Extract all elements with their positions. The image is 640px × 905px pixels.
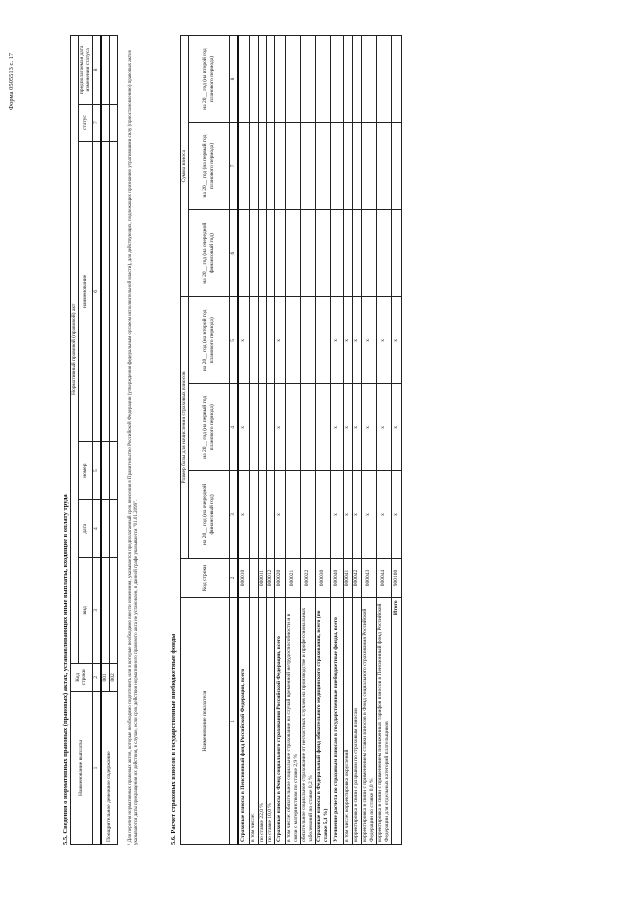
- group-sum: Сумма взноса: [181, 36, 189, 297]
- value-cell[interactable]: [376, 123, 391, 210]
- value-cell[interactable]: [300, 297, 315, 384]
- cross-cell: х: [361, 297, 376, 384]
- value-cell[interactable]: [258, 384, 266, 471]
- table-row: [300, 36, 315, 845]
- value-cell[interactable]: [391, 36, 401, 123]
- value-cell[interactable]: [315, 36, 330, 123]
- value-cell[interactable]: [376, 36, 391, 123]
- value-cell[interactable]: [285, 210, 300, 297]
- col-date: дата: [78, 500, 92, 558]
- num-7: 7: [92, 104, 101, 141]
- row-label: корректировка в связи с применением ставки взносов в Фонд социального страхования Российской Федерации по ставке 0,0 %: [361, 598, 376, 845]
- cell[interactable]: [109, 36, 117, 105]
- col-sum-second: на 20__ год (на второй год планового периода): [188, 36, 229, 123]
- value-cell[interactable]: [258, 471, 266, 558]
- group-legal-act: Нормативный правовой (правовой) акт: [71, 36, 79, 664]
- table-row: [352, 36, 361, 845]
- row-label: Поощрительное денежное содержание: [101, 692, 118, 845]
- num-8: 8: [92, 36, 101, 105]
- cross-cell: х: [238, 297, 250, 384]
- value-cell[interactable]: [300, 123, 315, 210]
- row-label: в том числе: корректировка округлений: [343, 598, 352, 845]
- cross-cell: х: [343, 384, 352, 471]
- table-row: [249, 36, 258, 845]
- cross-cell: х: [391, 297, 401, 384]
- cross-cell: х: [343, 297, 352, 384]
- row-label: обязательное социальное страхование от несчастных случаев на производстве и профессиональных заболеваний по ставке 0,2 %: [300, 598, 315, 845]
- col-number: номер: [78, 442, 92, 500]
- num-4: 4: [229, 384, 238, 471]
- cell[interactable]: [101, 558, 110, 663]
- value-cell[interactable]: [330, 210, 343, 297]
- col-indicator: Наименование показателя: [181, 598, 230, 845]
- cross-cell: х: [238, 471, 250, 558]
- row-label: в том числе: обязательное социальное страхование на случай временной нетрудоспособности и в связи с материнством по ставке 2,9 %: [285, 598, 300, 845]
- value-cell[interactable]: [361, 36, 376, 123]
- cross-cell: х: [376, 297, 391, 384]
- num-5: 5: [229, 297, 238, 384]
- line-code: 001: [101, 663, 110, 691]
- value-cell[interactable]: [315, 123, 330, 210]
- table-row: [376, 36, 391, 845]
- col-line-code: Код строки: [71, 663, 93, 691]
- value-cell[interactable]: [258, 36, 266, 123]
- row-label: корректировка в связи с разрывом по страховым взносам: [352, 598, 361, 845]
- cell[interactable]: [101, 442, 110, 500]
- num-2: 2: [229, 558, 238, 598]
- table-row: [285, 36, 300, 845]
- col-payment-name: Наименование выплаты: [71, 692, 93, 845]
- cross-cell: х: [330, 384, 343, 471]
- cross-cell: х: [361, 471, 376, 558]
- line-code: 000041: [343, 558, 352, 598]
- cross-cell: х: [343, 471, 352, 558]
- num-3: 3: [229, 471, 238, 558]
- num-2: 2: [92, 663, 101, 691]
- value-cell[interactable]: [238, 36, 250, 123]
- value-cell[interactable]: [249, 384, 258, 471]
- row-label: Страховые взносы в Пенсионный фонд Российской Федерации, всего: [238, 598, 250, 845]
- line-code: 000011: [258, 558, 266, 598]
- col-status: статус: [78, 104, 92, 141]
- cell[interactable]: [101, 36, 110, 105]
- line-code: 000043: [361, 558, 376, 598]
- cross-cell: х: [391, 384, 401, 471]
- table-row: [274, 36, 285, 845]
- table-row: [238, 36, 250, 845]
- num-1: 1: [92, 692, 101, 845]
- value-cell[interactable]: [249, 471, 258, 558]
- value-cell[interactable]: [285, 123, 300, 210]
- row-label: по ставке 10,0 %: [266, 598, 274, 845]
- value-cell[interactable]: [249, 210, 258, 297]
- cross-cell: х: [238, 384, 250, 471]
- cross-cell: х: [376, 471, 391, 558]
- value-cell[interactable]: [274, 210, 285, 297]
- line-code: 000040: [330, 558, 343, 598]
- table-row: [361, 36, 376, 845]
- group-base: Размер базы для начисления страховых взносов: [181, 297, 189, 558]
- line-code: [249, 558, 258, 598]
- row-label: в том числе:: [249, 598, 258, 845]
- cross-cell: х: [361, 384, 376, 471]
- line-code: 000021: [285, 558, 300, 598]
- value-cell[interactable]: [361, 123, 376, 210]
- line-code: 000010: [238, 558, 250, 598]
- value-cell[interactable]: [361, 210, 376, 297]
- cell[interactable]: [109, 500, 117, 558]
- row-label: Страховые взносы в Федеральный фонд обязательного медицинского страхования, всего (по ставке 5,1 %): [315, 598, 330, 845]
- cell[interactable]: [109, 104, 117, 141]
- value-cell[interactable]: [285, 384, 300, 471]
- value-cell[interactable]: [249, 36, 258, 123]
- cell[interactable]: [101, 141, 110, 442]
- num-3: 3: [92, 558, 101, 663]
- value-cell[interactable]: [266, 36, 274, 123]
- value-cell[interactable]: [300, 471, 315, 558]
- col-kind: вид: [78, 558, 92, 663]
- table-row: [258, 36, 266, 845]
- col-base-current: на 20__ год (на очередной финансовый год): [188, 471, 229, 558]
- value-cell[interactable]: [352, 36, 361, 123]
- row-label: Итого: [391, 598, 401, 845]
- cross-cell: х: [352, 471, 361, 558]
- value-cell[interactable]: [300, 384, 315, 471]
- col-base-second: на 20__ год (на второй год планового периода): [188, 297, 229, 384]
- line-code: 000030: [315, 558, 330, 598]
- col-sum-current: на 20__ год (на очередной финансовый год): [188, 210, 229, 297]
- num-7: 7: [229, 123, 238, 210]
- value-cell[interactable]: [343, 123, 352, 210]
- num-8: 8: [229, 36, 238, 123]
- section-5-6-title: 5.6. Расчет страховых взносов в государственные внебюджетные фонды: [170, 633, 177, 845]
- line-code: 000012: [266, 558, 274, 598]
- section-5-5-title: 5.5. Сведения о нормативных правовых (правовых) актах, устанавливающих иные выплаты, входящие в оплату труда: [62, 494, 69, 845]
- num-1: 1: [229, 598, 238, 845]
- num-6: 6: [92, 141, 101, 442]
- row-label: Уточнение расчета по страховым взносам в государственные внебюджетные фонды, всего: [330, 598, 343, 845]
- value-cell[interactable]: [391, 210, 401, 297]
- value-cell[interactable]: [266, 210, 274, 297]
- cross-cell: х: [274, 471, 285, 558]
- num-6: 6: [229, 210, 238, 297]
- value-cell[interactable]: [274, 123, 285, 210]
- cell[interactable]: [109, 442, 117, 500]
- form-reference: Форма 0505513 с. 17: [8, 52, 15, 110]
- row-label: Страховые взносы в Фонд социального страхования Российской Федерации, всего: [274, 598, 285, 845]
- cross-cell: х: [376, 384, 391, 471]
- value-cell[interactable]: [343, 210, 352, 297]
- table-row: [266, 36, 274, 845]
- value-cell[interactable]: [315, 384, 330, 471]
- value-cell[interactable]: [300, 210, 315, 297]
- cross-cell: х: [352, 384, 361, 471]
- cross-cell: х: [352, 297, 361, 384]
- value-cell[interactable]: [352, 210, 361, 297]
- col-line-code: Код строки: [181, 558, 230, 598]
- value-cell[interactable]: [330, 36, 343, 123]
- value-cell[interactable]: [249, 123, 258, 210]
- line-code: 000022: [300, 558, 315, 598]
- value-cell[interactable]: [266, 471, 274, 558]
- cross-cell: х: [330, 297, 343, 384]
- value-cell[interactable]: [376, 210, 391, 297]
- line-code: 000042: [352, 558, 361, 598]
- section-5-5-table: [70, 35, 118, 845]
- section-5-6-table: [180, 35, 402, 845]
- line-code: 000044: [376, 558, 391, 598]
- value-cell[interactable]: [300, 36, 315, 123]
- col-expiry-date: предполагаемая дата изменения статуса: [78, 36, 92, 105]
- value-cell[interactable]: [249, 297, 258, 384]
- table-row: [315, 36, 330, 845]
- value-cell[interactable]: [258, 123, 266, 210]
- value-cell[interactable]: [285, 297, 300, 384]
- value-cell[interactable]: [258, 210, 266, 297]
- value-cell[interactable]: [266, 384, 274, 471]
- value-cell[interactable]: [343, 36, 352, 123]
- cross-cell: х: [391, 471, 401, 558]
- table-row: [330, 36, 343, 845]
- cross-cell: х: [274, 384, 285, 471]
- row-label: по ставке 22,0 %: [258, 598, 266, 845]
- value-cell[interactable]: [391, 123, 401, 210]
- value-cell[interactable]: [238, 123, 250, 210]
- value-cell[interactable]: [285, 471, 300, 558]
- num-5: 5: [92, 442, 101, 500]
- col-act-name: наименование: [78, 141, 92, 442]
- cross-cell: х: [330, 471, 343, 558]
- value-cell[interactable]: [266, 297, 274, 384]
- value-cell[interactable]: [315, 210, 330, 297]
- value-cell[interactable]: [274, 36, 285, 123]
- col-sum-first: на 20__ год (на первый год планового периода): [188, 123, 229, 210]
- col-base-first: на 20__ год (на первый год планового периода): [188, 384, 229, 471]
- value-cell[interactable]: [285, 36, 300, 123]
- table-row: [391, 36, 401, 845]
- value-cell[interactable]: [258, 297, 266, 384]
- footnote: ¹ Для перечня нормативных правовых актов, которые необходимо подготовить или в которые необходимо внести изменения, указывается предполагаемый срок внесения в Правительство Российской Федерации (утверждения федеральным органом исполнительной власти), для действующих, подлежащих признанию утратившими силу (приостановлению) правовых актов указываются даты прекращения их действия, в случае, если срок действия нормативного правового акта не установлен, в данной графе указывается "01.01.2099".: [128, 50, 139, 845]
- cell[interactable]: [101, 104, 110, 141]
- cross-cell: х: [274, 297, 285, 384]
- line-code: 002: [109, 663, 117, 691]
- table-row: [343, 36, 352, 845]
- row-label: корректировка в связи с применением пониженных тарифов взносов в Пенсионный фонд Российской Федерации для отдельных категорий плательщиков: [376, 598, 391, 845]
- value-cell[interactable]: [238, 210, 250, 297]
- line-code: 000020: [274, 558, 285, 598]
- section-5-6-rows: [238, 36, 402, 845]
- value-cell[interactable]: [315, 471, 330, 558]
- num-4: 4: [92, 500, 101, 558]
- value-cell[interactable]: [330, 123, 343, 210]
- cell[interactable]: [109, 558, 117, 663]
- line-code: 900100: [391, 558, 401, 598]
- value-cell[interactable]: [315, 297, 330, 384]
- cell[interactable]: [109, 141, 117, 442]
- value-cell[interactable]: [266, 123, 274, 210]
- value-cell[interactable]: [352, 123, 361, 210]
- cell[interactable]: [101, 500, 110, 558]
